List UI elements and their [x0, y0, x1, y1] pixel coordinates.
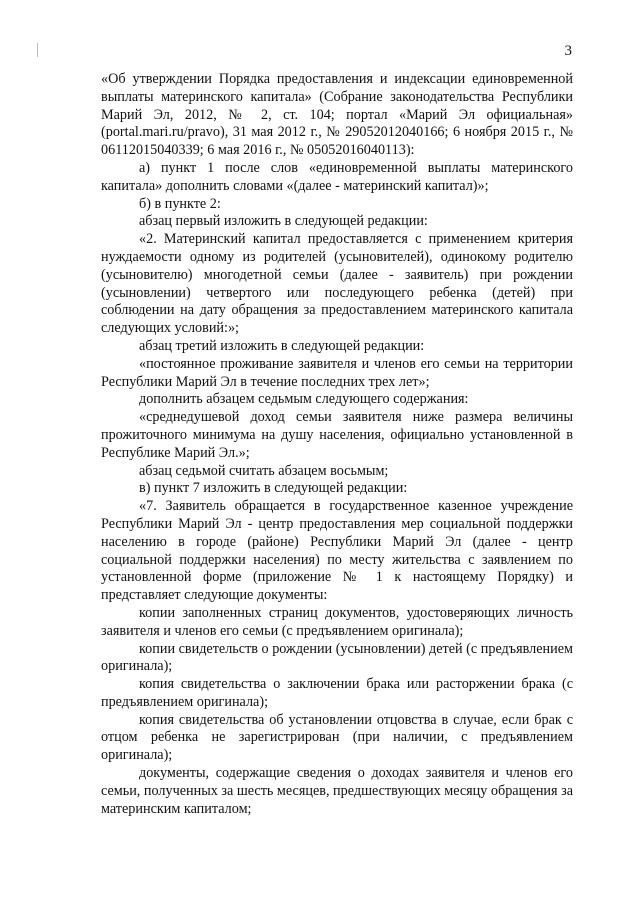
- paragraph: документы, содержащие сведения о доходах заявителя и членов его семьи, полученных за шесть месяцев, предшествующих месяцу обращения за материнским капиталом;: [101, 765, 573, 817]
- paragraph: копии заполненных страниц документов, удостоверяющих личность заявителя и членов его семьи (с предъявлением оригинала);: [101, 604, 573, 639]
- paragraph: а) пункт 1 после слов «единовременной выплаты материнского капитала» дополнить словами «(далее - материнский капитал)»;: [101, 159, 573, 194]
- paragraph: в) пункт 7 изложить в следующей редакции:: [139, 480, 408, 497]
- paragraph: «2. Материнский капитал предоставляется с применением критерия нуждаемости одному из родителей (усыновителей), одинокому родителю (усыновителю) многодетной семьи (далее - заявитель) при рождении (усыновлении) четвертого или последующего ребенка (детей) при соблюдении на дату обращения за предоставлением материнского капитала следующих условий:»;: [101, 231, 573, 337]
- page-number: 3: [564, 43, 572, 59]
- paragraph: абзац первый изложить в следующей редакции:: [139, 213, 428, 230]
- paragraph: копия свидетельства об установлении отцовства в случае, если брак с отцом ребенка не зарегистрирован (при наличии, с предъявлением оригинала);: [101, 711, 573, 764]
- paragraph: абзац седьмой считать абзацем восьмым;: [139, 462, 389, 479]
- document-body: [101, 71, 573, 818]
- paragraph: «среднедушевой доход семьи заявителя ниже размера величины прожиточного минимума на душу населения, официально установленной в Республике Марий Эл.»;: [101, 409, 573, 461]
- paragraph: «7. Заявитель обращается в государственное казенное учреждение Республики Марий Эл - центр предоставления мер социальной поддержки населению в городе (районе) Республики Марий Эл (далее - центр социальной поддержки населения) по месту жительства с заявлением по установленной форме (приложение № 1 к настоящему Порядку) и представляет следующие документы:: [101, 498, 573, 604]
- scan-mark: [37, 43, 38, 57]
- paragraph: «постоянное проживание заявителя и членов его семьи на территории Республики Марий Эл в течение последних трех лет»;: [101, 355, 573, 390]
- paragraph: копии свидетельств о рождении (усыновлении) детей (с предъявлением оригинала);: [101, 640, 573, 675]
- paragraph: б) в пункте 2:: [139, 195, 221, 212]
- paragraph: абзац третий изложить в следующей редакции:: [139, 337, 425, 354]
- paragraph: копия свидетельства о заключении брака или расторжении брака (с предъявлением оригинала);: [101, 676, 573, 710]
- paragraph: дополнить абзацем седьмым следующего содержания:: [139, 391, 469, 408]
- paragraph: «Об утверждении Порядка предоставления и индексации единовременной выплаты материнского капитала» (Собрание законодательства Республики Марий Эл, 2012, № 2, ст. 104; портал «Марий Эл официальная» (portal.mari.ru/pravo), 31 мая 2012 г., № 29052012040166; 6 ноября 2015 г., № 06112015040339; 6 мая 2016 г., № 05052016040113):: [101, 71, 573, 159]
